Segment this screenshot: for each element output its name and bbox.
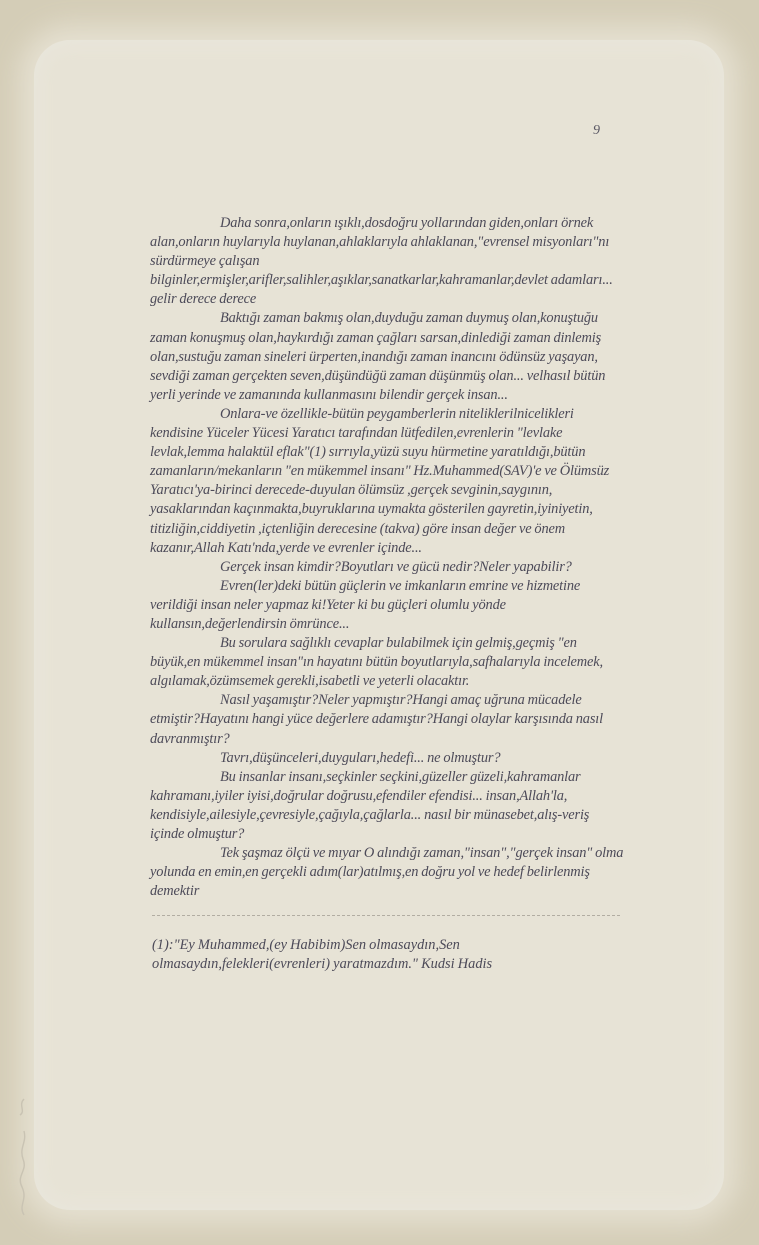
- paragraph: Daha sonra,onların ışıklı,dosdoğru yollarından giden,onları örnek alan,onların huylarıyla huylanan,ahlaklarıyla ahlaklanan,"evrensel misyonları"nı sürdürmeye çalışan bilginler,ermişler,arifler,salihler,aşıklar,sanatkarlar,kahramanlar,devlet adamları... gelir derece derece: [150, 215, 613, 308]
- page-number: 9: [593, 123, 600, 138]
- paragraph: Bu sorulara sağlıklı cevaplar bulabilmek için gelmiş,geçmiş "en büyük,en mükemmel insan"ın hayatını bütün boyutlarıyla,safhalarıyla incelemek, algılamak,özümsemek gerekli,isabetli ve yeterli olacaktır.: [150, 635, 603, 690]
- footnote-divider: [152, 915, 620, 916]
- paragraph: Baktığı zaman bakmış olan,duyduğu zaman duymuş olan,konuştuğu zaman konuşmuş olan,haykırdığı zaman çağları sarsan,dinlediği zaman dinlemiş olan,sustuğu zaman sineleri ürperten,inandığı zaman inancını ödünsüz yaşayan, sevdiği zaman gerçekten seven,düşündüğü zaman düşünmüş olan... velhasıl bütün yerli yerinde ve zamanında kullanmasını bilendir gerçek insan...: [150, 310, 606, 403]
- paragraph: Tavrı,düşünceleri,duyguları,hedefi... ne olmuştur?: [220, 749, 501, 766]
- paragraph: Evren(ler)deki bütün güçlerin ve imkanların emrine ve hizmetine verildiği insan neler yapmaz ki!Yeter ki bu güçleri olumlu yönde kullansın,değerlendirsin ömrünce...: [150, 577, 581, 632]
- paragraph: Gerçek insan kimdir?Boyutları ve gücü nedir?Neler yapabilir?: [220, 558, 572, 575]
- paragraph: Nasıl yaşamıştır?Neler yapmıştır?Hangi amaç uğruna mücadele etmiştir?Hayatını hangi yüce değerlere adamıştır?Hangi olaylar karşısında nasıl davranmıştır?: [150, 692, 603, 747]
- footnote: (1):"Ey Muhammed,(ey Habibim)Sen olmasaydın,Sen olmasaydın,felekleri(evrenleri) yaratmazdım." Kudsi Hadis: [152, 937, 493, 973]
- body-text: [150, 214, 625, 901]
- paragraph: Onlara-ve özellikle-bütün peygamberlerin niteliklerilnicelikleri kendisine Yüceler Yücesi Yaratıcı tarafından lütfedilen,evrenlerin "levlake levlak,lemma halaktül eflak"(1) sırrıyla,yüzü suyu hürmetine yaratıldığı,bütün zamanların/mekanların "en mükemmel insanı" Hz.Muhammed(SAV)'e ve Ölümsüz Yaratıcı'ya-birinci derecede-duyulan ölümsüz ,gerçek sevginin,saygının, yasaklarından kaçınmakta,buyruklarına uymakta gösterilen gayretin,iyiniyetin, titizliğin,ciddiyetin ,içtenliğin derecesine (takva) göre insan değer ve önem kazanır,Allah Katı'nda,yerde ve evrenler içinde...: [150, 405, 610, 556]
- paragraph: Bu insanlar insanı,seçkinler seçkini,güzeller güzeli,kahramanlar kahramanı,iyiler iyisi,doğrular doğrusu,efendiler efendisi... insan,Allah'la, kendisiyle,ailesiyle,çevresiyle,çağıyla,çağlarla... nasıl bir münasebet,alış-veriş içinde olmuştur?: [150, 768, 590, 842]
- paragraph: Tek şaşmaz ölçü ve mıyar O alındığı zaman,"insan","gerçek insan" olma yolunda en emin,en gerçekli adım(lar)atılmış,en doğru yol ve hedef belirlenmiş demektir: [150, 845, 624, 900]
- signature-mark: [10, 1075, 36, 1225]
